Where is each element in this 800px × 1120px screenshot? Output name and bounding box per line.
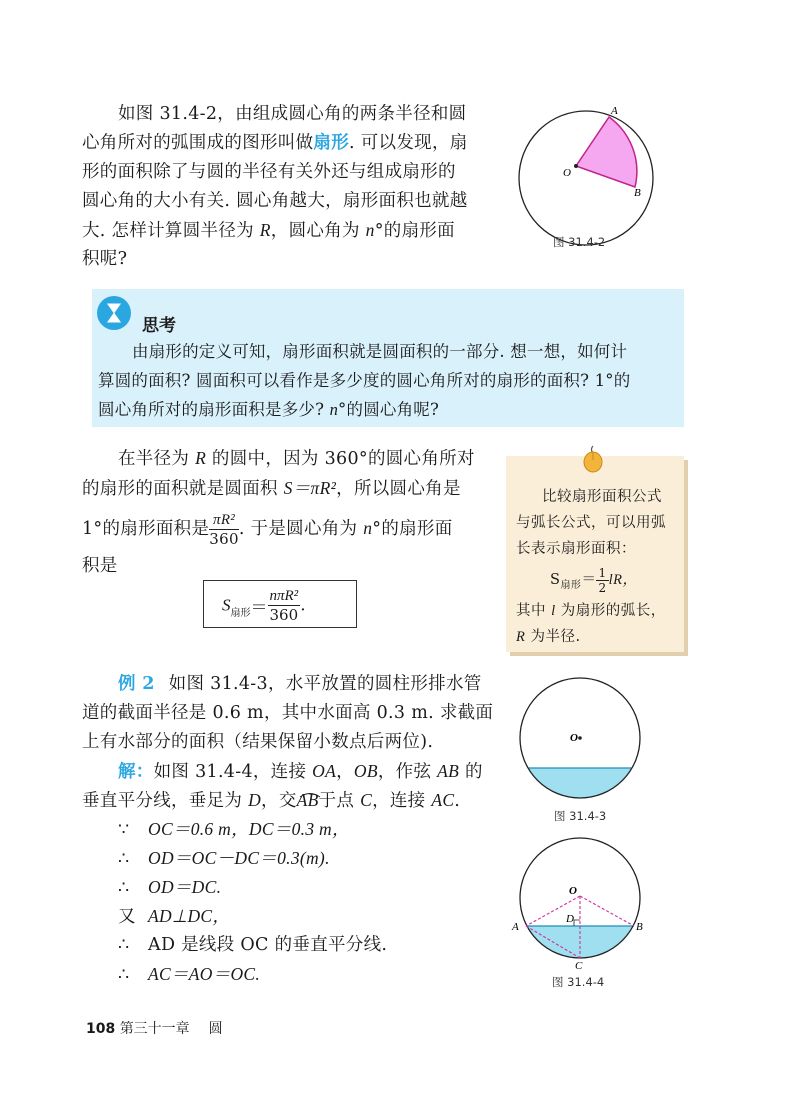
derive-var-R: R xyxy=(195,448,207,468)
figure-31-4-4 xyxy=(508,832,652,972)
fig3-center-point xyxy=(578,736,582,740)
fig2-sector xyxy=(576,117,637,187)
page-number: 108 xyxy=(86,1021,116,1037)
derive-var-n: n xyxy=(363,518,373,538)
solution-sep-3: 的 xyxy=(459,762,483,782)
note-line-1: 比较扇形面积公式 xyxy=(542,489,662,505)
fig4-caption: 图 31.4-4 xyxy=(552,975,605,989)
chapter-label: 第三十一章 xyxy=(119,1021,190,1037)
var-R: R xyxy=(259,220,271,240)
step-symbol: 又 xyxy=(118,907,136,927)
seg-OB: OB xyxy=(353,761,378,781)
step-text: OC＝0.6 m，DC＝0.3 m， xyxy=(148,819,350,839)
example-2 xyxy=(82,670,493,815)
think-line-2: 算圆的面积? 圆面积可以看作是多少度的圆心角所对的扇形的面积? 1°的 xyxy=(98,371,631,390)
solution-line-2: 垂直平分线，垂足为 xyxy=(82,791,249,811)
step-text: AC＝AO＝OC. xyxy=(148,964,261,984)
solution-end: . xyxy=(454,791,461,811)
note-text xyxy=(516,484,666,650)
arc-AB-label: AB xyxy=(296,790,319,810)
think-line-3: 圆心角所对的扇形面积是多少? xyxy=(98,400,330,419)
seg-OA: OA xyxy=(312,761,337,781)
note-var-R: R xyxy=(516,629,526,645)
step-row xyxy=(118,931,387,960)
derive-line-3: 1°的扇形面积是 xyxy=(82,519,210,539)
step-text: OD＝OC－DC＝0.3(m). xyxy=(148,848,330,868)
formula-dot: . xyxy=(300,595,306,616)
note-fraction-den: 2 xyxy=(598,580,607,595)
fraction-denominator: 360 xyxy=(209,530,239,548)
solution-sep-5: 于点 xyxy=(318,791,361,811)
note-formula-equals: ＝ xyxy=(581,572,597,588)
example-line-1: 如图 31.4-3，水平放置的圆柱形排水管 xyxy=(168,674,482,694)
note-line-5-tail: 为扇形的弧长， xyxy=(555,603,666,619)
solution-sep-4: ，交 xyxy=(261,791,297,811)
intro-paragraph xyxy=(82,100,468,274)
page-footer xyxy=(86,1018,223,1038)
intro-line-3: 形的面积除了与圆的半径有关外还与组成扇形的 xyxy=(82,162,456,182)
derive-line-4: 积是 xyxy=(82,556,118,576)
figure-31-4-3 xyxy=(516,674,644,804)
fig4-label-A: A xyxy=(512,921,519,933)
chapter-title: 圆 xyxy=(208,1021,223,1037)
think-icon xyxy=(96,295,132,331)
note-line-6: 为半径. xyxy=(525,629,581,645)
think-title: 思考 xyxy=(142,316,176,336)
think-var-n: n xyxy=(329,400,339,419)
think-box xyxy=(92,289,684,427)
seg-AC: AC xyxy=(431,790,455,810)
sector-area-formula-box xyxy=(203,580,357,628)
fig2-label-O: O xyxy=(563,167,571,179)
note-line-5: 其中 xyxy=(516,603,552,619)
think-text xyxy=(98,337,630,424)
intro-line-4: 圆心角的大小有关. 圆心角越大，扇形面积也就越 xyxy=(82,191,468,211)
fig4-label-C: C xyxy=(575,960,583,972)
step-row xyxy=(118,844,387,873)
derive-line-3-tail: °的扇形面 xyxy=(372,519,453,539)
derive-line-2: 的扇形的面积就是圆面积 xyxy=(82,479,284,499)
fig2-center-point xyxy=(574,164,578,168)
intro-line-1: 如图 31.4-2，由组成圆心角的两条半径和圆 xyxy=(118,104,467,124)
formula-S: S xyxy=(222,595,231,615)
solution-steps xyxy=(118,815,387,989)
fig3-label-O: O xyxy=(570,732,578,744)
fig4-label-D: D xyxy=(566,913,574,925)
solution-line-1: 如图 31.4-4，连接 xyxy=(153,762,313,782)
note-formula-subscript: 扇形 xyxy=(560,580,582,591)
intro-line-5: 大. 怎样计算圆半径为 xyxy=(82,221,260,241)
think-line-1: 由扇形的定义可知，扇形面积就是圆面积的一部分. 想一想，如何计 xyxy=(132,342,628,361)
derive-line-2-tail: ，所以圆心角是 xyxy=(336,479,461,499)
intro-line-5-tail: °的扇形面 xyxy=(374,221,455,241)
step-text: OD＝DC. xyxy=(148,877,222,897)
intro-line-5-mid: ，圆心角为 xyxy=(270,221,366,241)
note-formula-S: S xyxy=(550,572,561,588)
note-formula-tail: lR， xyxy=(608,572,638,588)
formula-numerator: nπR² xyxy=(269,588,299,604)
think-line-3-tail: °的圆心角呢? xyxy=(338,400,440,419)
point-C: C xyxy=(360,790,373,810)
example-line-2: 道的截面半径是 0.6 m，其中水面高 0.3 m. 求截面 xyxy=(82,703,494,723)
note-line-3: 长表示扇形面积： xyxy=(516,541,636,557)
circle-area-formula: S＝πR² xyxy=(283,478,337,498)
step-symbol: ∴ xyxy=(118,878,130,898)
step-row xyxy=(118,960,387,989)
note-formula xyxy=(516,562,666,598)
arc-symbol-icon xyxy=(299,792,321,798)
derive-line-1: 在半径为 xyxy=(118,449,196,469)
step-text: AD⊥DC， xyxy=(148,906,231,926)
step-symbol: ∵ xyxy=(118,820,130,840)
arc-AB xyxy=(297,790,319,810)
fig2-caption: 图 31.4-2 xyxy=(553,235,606,249)
solution-sep-6: ，连接 xyxy=(372,791,432,811)
fraction-numerator: πR² xyxy=(209,511,239,530)
var-n: n xyxy=(365,220,375,240)
intro-line-2-tail: . 可以发现，扇 xyxy=(349,133,468,153)
example-line-3: 上有水部分的面积（结果保留小数点后两位). xyxy=(82,732,434,752)
chord-AB: AB xyxy=(437,761,460,781)
solution-sep-1: ， xyxy=(336,762,354,782)
sector-area-formula xyxy=(222,587,306,624)
formula-denominator: 360 xyxy=(269,606,299,624)
fig4-label-O: O xyxy=(569,885,577,897)
intro-line-6: 积呢? xyxy=(82,249,128,269)
step-row xyxy=(118,815,387,844)
intro-line-2: 心角所对的弧围成的图形叫做 xyxy=(82,133,314,153)
step-row xyxy=(118,902,387,931)
term-sector: 扇形 xyxy=(313,133,350,153)
note-fraction-num: 1 xyxy=(598,565,607,580)
solution-label: 解： xyxy=(118,762,154,782)
solution-sep-2: ，作弦 xyxy=(377,762,438,782)
formula-fraction xyxy=(268,587,301,624)
note-line-2: 与弧长公式，可以用弧 xyxy=(516,515,666,531)
step-symbol: ∴ xyxy=(118,935,130,955)
fig2-label-A: A xyxy=(611,105,618,117)
note-var-l: l xyxy=(551,603,556,619)
step-symbol: ∴ xyxy=(118,965,130,985)
note-fraction-half xyxy=(596,566,608,595)
point-D: D xyxy=(248,790,262,810)
fig2-label-B: B xyxy=(634,187,641,199)
derive-line-1-tail: 的圆中，因为 360°的圆心角所对 xyxy=(206,449,475,469)
fraction-piR2-360 xyxy=(209,511,239,548)
step-row xyxy=(118,873,387,902)
step-text: AD 是线段 OC 的垂直平分线. xyxy=(148,935,388,955)
fig4-right-angle xyxy=(574,920,580,926)
formula-subscript: 扇形 xyxy=(230,608,251,619)
derivation-paragraph xyxy=(82,443,475,581)
note-box xyxy=(506,456,684,652)
fig4-label-B: B xyxy=(636,921,643,933)
formula-equals: ＝ xyxy=(250,598,268,618)
derive-line-3-mid: . 于是圆心角为 xyxy=(238,519,364,539)
fig3-caption: 图 31.4-3 xyxy=(554,809,607,823)
step-symbol: ∴ xyxy=(118,849,130,869)
mouse-icon xyxy=(578,444,608,474)
example-label: 例 2 xyxy=(118,674,155,694)
